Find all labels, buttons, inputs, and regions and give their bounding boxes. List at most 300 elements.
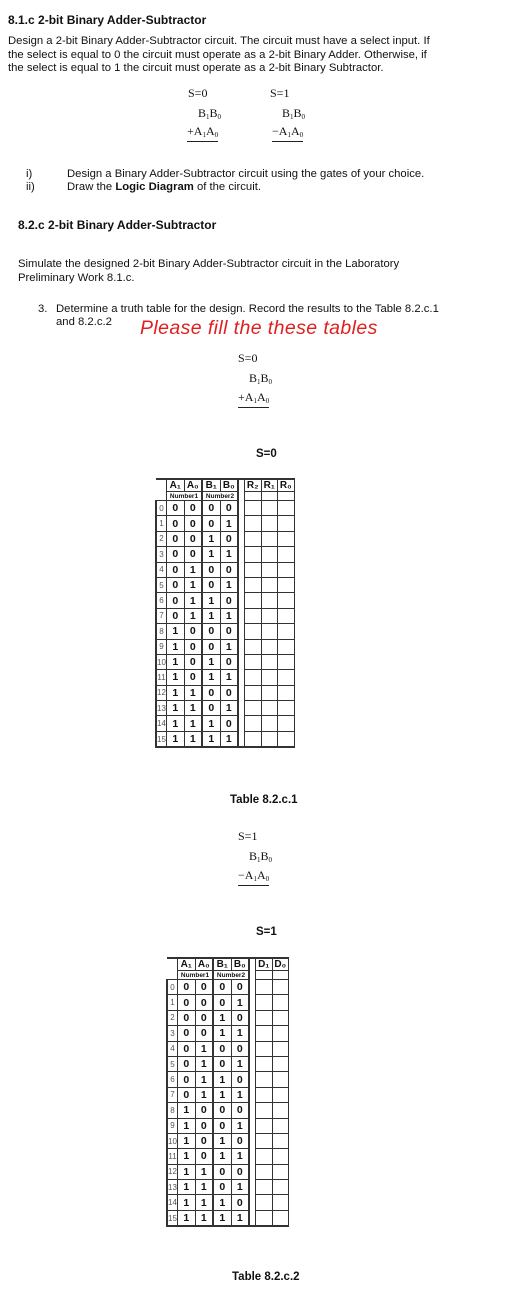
output-cell[interactable] <box>278 593 295 608</box>
output-cell[interactable] <box>245 701 262 716</box>
input-value-cell: 1 <box>184 608 202 623</box>
input-value-cell: 1 <box>195 1195 213 1210</box>
input-value-cell: 0 <box>220 654 238 669</box>
row-index: 2 <box>167 1010 178 1025</box>
output-cell[interactable] <box>256 1010 273 1025</box>
table-row <box>167 1010 289 1025</box>
input-value-cell: 0 <box>184 624 202 639</box>
output-cell[interactable] <box>245 731 262 747</box>
input-value-cell: 0 <box>231 1164 249 1179</box>
output-cell[interactable] <box>261 577 278 592</box>
input-header: B₀ <box>220 479 238 492</box>
output-cell[interactable] <box>272 995 289 1010</box>
input-value-cell: 0 <box>195 1118 213 1133</box>
output-cell[interactable] <box>261 516 278 531</box>
input-value-cell: 1 <box>195 1210 213 1226</box>
row-index: 4 <box>156 562 167 577</box>
input-value-cell: 0 <box>202 685 220 700</box>
output-cell[interactable] <box>261 624 278 639</box>
input-value-cell: 0 <box>167 547 185 562</box>
input-value-cell: 1 <box>202 608 220 623</box>
table1-title: S=0 <box>256 448 277 460</box>
table2-equation-subtrahend: $-A_1A_0$ <box>238 868 269 886</box>
input-value-cell: 1 <box>213 1195 231 1210</box>
input-value-cell: 0 <box>213 1180 231 1195</box>
input-value-cell: 1 <box>231 1026 249 1041</box>
input-value-cell: 0 <box>213 980 231 995</box>
input-value-cell: 1 <box>167 670 185 685</box>
table-row <box>156 516 294 531</box>
table-row <box>167 1026 289 1041</box>
row-index: 8 <box>156 624 167 639</box>
output-cell[interactable] <box>245 624 262 639</box>
group-label-number2: Number2 <box>202 492 238 501</box>
output-cell[interactable] <box>272 1087 289 1102</box>
output-cell[interactable] <box>261 639 278 654</box>
output-cell[interactable] <box>278 531 295 546</box>
input-value-cell: 1 <box>231 1118 249 1133</box>
output-cell[interactable] <box>256 1164 273 1179</box>
input-value-cell: 1 <box>220 577 238 592</box>
list-item-marker: ii) <box>26 181 35 193</box>
row-index: 9 <box>167 1118 178 1133</box>
output-cell[interactable] <box>256 1149 273 1164</box>
output-cell[interactable] <box>261 501 278 516</box>
input-value-cell: 1 <box>231 995 249 1010</box>
output-cell[interactable] <box>261 562 278 577</box>
input-value-cell: 0 <box>195 1149 213 1164</box>
output-cell[interactable] <box>245 608 262 623</box>
input-header: A₀ <box>195 958 213 971</box>
corner-cell <box>156 479 167 492</box>
row-index: 1 <box>167 995 178 1010</box>
output-cell[interactable] <box>278 501 295 516</box>
row-index: 2 <box>156 531 167 546</box>
output-cell[interactable] <box>272 971 289 980</box>
step-line: and 8.2.c.2 <box>56 316 112 328</box>
input-value-cell: 1 <box>167 701 185 716</box>
input-value-cell: 0 <box>231 1010 249 1025</box>
table2-caption: Table 8.2.c.2 <box>232 1271 300 1283</box>
input-value-cell: 0 <box>167 516 185 531</box>
input-value-cell: 1 <box>184 577 202 592</box>
table1-equation-label: S=0 <box>238 351 258 365</box>
input-value-cell: 0 <box>167 531 185 546</box>
output-cell[interactable] <box>245 492 262 501</box>
input-value-cell: 1 <box>213 1210 231 1226</box>
truth-table-8-2-c-1 <box>155 478 295 748</box>
input-value-cell: 0 <box>220 716 238 731</box>
group-label-number1: Number1 <box>178 971 214 980</box>
input-value-cell: 0 <box>220 624 238 639</box>
input-header: A₀ <box>184 479 202 492</box>
input-value-cell: 0 <box>178 1041 196 1056</box>
output-header: R₀ <box>278 479 295 492</box>
output-cell[interactable] <box>256 1210 273 1226</box>
table-row <box>167 1103 289 1118</box>
output-cell[interactable] <box>272 1041 289 1056</box>
input-value-cell: 0 <box>202 624 220 639</box>
input-header: A₁ <box>178 958 196 971</box>
corner-cell <box>167 971 178 980</box>
input-value-cell: 1 <box>184 731 202 747</box>
output-cell[interactable] <box>256 995 273 1010</box>
corner-cell <box>167 958 178 971</box>
step-number: 3. <box>38 303 48 315</box>
output-cell[interactable] <box>278 639 295 654</box>
output-cell[interactable] <box>261 547 278 562</box>
row-index: 13 <box>156 701 167 716</box>
row-index: 6 <box>156 593 167 608</box>
output-cell[interactable] <box>261 670 278 685</box>
input-header: A₁ <box>167 479 185 492</box>
output-cell[interactable] <box>256 1056 273 1071</box>
section-paragraph <box>18 258 500 285</box>
table-row <box>167 1195 289 1210</box>
table-row <box>156 593 294 608</box>
section-heading-8-1-c: 8.1.c 2-bit Binary Adder-Subtractor <box>8 13 207 27</box>
input-value-cell: 0 <box>184 654 202 669</box>
row-index: 11 <box>156 670 167 685</box>
input-value-cell: 1 <box>195 1164 213 1179</box>
corner-cell <box>156 492 167 501</box>
equation-label: S=0 <box>188 86 208 100</box>
input-value-cell: 1 <box>202 716 220 731</box>
output-cell[interactable] <box>272 1056 289 1071</box>
input-value-cell: 0 <box>231 1133 249 1148</box>
output-cell[interactable] <box>272 1133 289 1148</box>
table-row <box>167 1180 289 1195</box>
input-value-cell: 0 <box>178 1087 196 1102</box>
input-value-cell: 1 <box>202 670 220 685</box>
table-row <box>167 1056 289 1071</box>
row-index: 11 <box>167 1149 178 1164</box>
input-value-cell: 0 <box>231 1072 249 1087</box>
output-cell[interactable] <box>245 562 262 577</box>
input-value-cell: 1 <box>178 1180 196 1195</box>
paragraph-line: the select is equal to 1 the circuit must operate as a 2-bit Binary Subtractor. <box>8 62 384 74</box>
input-value-cell: 0 <box>184 547 202 562</box>
row-index: 0 <box>167 980 178 995</box>
input-value-cell: 1 <box>202 531 220 546</box>
output-cell[interactable] <box>256 1026 273 1041</box>
table-row <box>156 731 294 747</box>
output-cell[interactable] <box>261 716 278 731</box>
list-item-text <box>67 181 261 195</box>
output-cell[interactable] <box>272 1103 289 1118</box>
table-row <box>167 1210 289 1226</box>
input-value-cell: 1 <box>195 1087 213 1102</box>
output-cell[interactable] <box>272 1210 289 1226</box>
input-value-cell: 0 <box>202 516 220 531</box>
output-cell[interactable] <box>256 971 273 980</box>
output-cell[interactable] <box>256 1041 273 1056</box>
table-row <box>156 639 294 654</box>
table-row <box>156 624 294 639</box>
input-value-cell: 1 <box>220 608 238 623</box>
table-row <box>156 654 294 669</box>
input-value-cell: 1 <box>220 731 238 747</box>
input-value-cell: 0 <box>220 685 238 700</box>
output-cell[interactable] <box>278 670 295 685</box>
row-index: 5 <box>156 577 167 592</box>
row-index: 14 <box>156 716 167 731</box>
input-value-cell: 1 <box>178 1133 196 1148</box>
output-cell[interactable] <box>272 1149 289 1164</box>
output-cell[interactable] <box>278 716 295 731</box>
row-index: 15 <box>167 1210 178 1226</box>
step-line: Determine a truth table for the design. Record the results to the Table 8.2.c.1 <box>56 303 439 315</box>
input-value-cell: 1 <box>202 547 220 562</box>
table-row <box>156 501 294 516</box>
output-cell[interactable] <box>245 654 262 669</box>
output-cell[interactable] <box>272 1180 289 1195</box>
table2-title: S=1 <box>256 926 277 938</box>
input-value-cell: 0 <box>178 1026 196 1041</box>
input-value-cell: 1 <box>220 547 238 562</box>
list-item-marker: i) <box>26 168 33 180</box>
table1-equation-operand: $B_1B_0$ <box>249 371 273 386</box>
output-cell[interactable] <box>256 1133 273 1148</box>
input-value-cell: 0 <box>184 516 202 531</box>
input-value-cell: 1 <box>220 670 238 685</box>
equation-s0-operand: $B_1B_0$ <box>198 106 222 121</box>
input-value-cell: 0 <box>213 1056 231 1071</box>
output-cell[interactable] <box>278 701 295 716</box>
text: Draw the <box>67 181 116 193</box>
output-header: R₁ <box>261 479 278 492</box>
output-header: R₂ <box>245 479 262 492</box>
input-value-cell: 0 <box>213 1041 231 1056</box>
input-value-cell: 0 <box>202 639 220 654</box>
section-heading-8-2-c: 8.2.c 2-bit Binary Adder-Subtractor <box>18 218 217 232</box>
row-index: 5 <box>167 1056 178 1071</box>
output-cell[interactable] <box>278 516 295 531</box>
input-value-cell: 0 <box>231 1195 249 1210</box>
output-cell[interactable] <box>278 562 295 577</box>
equation-s0-addend: $+A_1A_0$ <box>187 124 218 142</box>
output-cell[interactable] <box>261 608 278 623</box>
input-value-cell: 0 <box>195 1103 213 1118</box>
output-cell[interactable] <box>272 1195 289 1210</box>
input-value-cell: 1 <box>231 1149 249 1164</box>
output-cell[interactable] <box>278 654 295 669</box>
output-cell[interactable] <box>256 1118 273 1133</box>
input-value-cell: 0 <box>213 1118 231 1133</box>
output-cell[interactable] <box>256 1087 273 1102</box>
input-value-cell: 1 <box>202 654 220 669</box>
bold-text: Logic Diagram <box>115 181 194 193</box>
equation-s1 <box>270 86 289 101</box>
input-value-cell: 1 <box>167 639 185 654</box>
input-value-cell: 1 <box>167 685 185 700</box>
input-value-cell: 0 <box>167 608 185 623</box>
table1-equation-addend: $+A_1A_0$ <box>238 390 269 408</box>
input-value-cell: 0 <box>220 562 238 577</box>
input-value-cell: 1 <box>231 1180 249 1195</box>
output-cell[interactable] <box>256 1180 273 1195</box>
input-value-cell: 1 <box>167 624 185 639</box>
input-header: B₁ <box>202 479 220 492</box>
output-cell[interactable] <box>261 701 278 716</box>
output-cell[interactable] <box>261 531 278 546</box>
output-cell[interactable] <box>278 492 295 501</box>
input-value-cell: 1 <box>178 1103 196 1118</box>
output-cell[interactable] <box>256 1072 273 1087</box>
output-cell[interactable] <box>256 1195 273 1210</box>
paragraph-line: Preliminary Work 8.1.c. <box>18 271 135 284</box>
table-row <box>156 562 294 577</box>
input-value-cell: 0 <box>184 531 202 546</box>
output-cell[interactable] <box>245 716 262 731</box>
row-index: 1 <box>156 516 167 531</box>
table-row <box>167 1072 289 1087</box>
input-value-cell: 1 <box>220 639 238 654</box>
paragraph-line: Simulate the designed 2-bit Binary Adder-Subtractor circuit in the Laboratory <box>18 258 400 270</box>
table1-caption: Table 8.2.c.1 <box>230 794 298 806</box>
paragraph-line: Design a 2-bit Binary Adder-Subtractor circuit. The circuit must have a select input. If <box>8 35 430 47</box>
input-value-cell: 0 <box>178 1072 196 1087</box>
row-index: 12 <box>167 1164 178 1179</box>
input-value-cell: 0 <box>195 995 213 1010</box>
row-index: 3 <box>167 1026 178 1041</box>
input-value-cell: 1 <box>178 1164 196 1179</box>
input-value-cell: 0 <box>231 1041 249 1056</box>
input-value-cell: 1 <box>213 1087 231 1102</box>
table-row <box>156 670 294 685</box>
input-value-cell: 1 <box>195 1041 213 1056</box>
output-cell[interactable] <box>272 1010 289 1025</box>
input-value-cell: 0 <box>167 593 185 608</box>
row-index: 14 <box>167 1195 178 1210</box>
output-cell[interactable] <box>245 639 262 654</box>
table-row <box>167 1133 289 1148</box>
output-cell[interactable] <box>256 980 273 995</box>
input-value-cell: 1 <box>167 716 185 731</box>
row-index: 9 <box>156 639 167 654</box>
output-header: D₁ <box>256 958 273 971</box>
output-cell[interactable] <box>261 593 278 608</box>
row-index: 12 <box>156 685 167 700</box>
output-cell[interactable] <box>245 501 262 516</box>
input-value-cell: 1 <box>178 1195 196 1210</box>
input-value-cell: 1 <box>167 654 185 669</box>
output-cell[interactable] <box>261 492 278 501</box>
input-value-cell: 0 <box>202 501 220 516</box>
input-value-cell: 1 <box>202 731 220 747</box>
list-item-text: Design a Binary Adder-Subtractor circuit using the gates of your choice. <box>67 168 425 180</box>
input-value-cell: 1 <box>178 1149 196 1164</box>
row-index: 10 <box>167 1133 178 1148</box>
output-cell[interactable] <box>245 577 262 592</box>
input-value-cell: 1 <box>184 685 202 700</box>
row-index: 8 <box>167 1103 178 1118</box>
output-cell[interactable] <box>256 1103 273 1118</box>
row-index: 15 <box>156 731 167 747</box>
output-cell[interactable] <box>272 1164 289 1179</box>
output-cell[interactable] <box>245 547 262 562</box>
row-index: 3 <box>156 547 167 562</box>
row-index: 13 <box>167 1180 178 1195</box>
input-value-cell: 1 <box>184 716 202 731</box>
table-row <box>156 685 294 700</box>
equation-s1-subtrahend: $-A_1A_0$ <box>272 124 303 142</box>
input-value-cell: 1 <box>220 701 238 716</box>
output-cell[interactable] <box>272 1026 289 1041</box>
table-row <box>156 531 294 546</box>
input-value-cell: 1 <box>220 516 238 531</box>
input-value-cell: 0 <box>220 531 238 546</box>
output-cell[interactable] <box>278 624 295 639</box>
output-cell[interactable] <box>261 685 278 700</box>
row-index: 4 <box>167 1041 178 1056</box>
input-value-cell: 1 <box>184 701 202 716</box>
section-paragraph <box>8 35 430 76</box>
output-cell[interactable] <box>272 1072 289 1087</box>
row-index: 0 <box>156 501 167 516</box>
output-cell[interactable] <box>278 731 295 747</box>
input-value-cell: 1 <box>202 593 220 608</box>
table-row <box>156 716 294 731</box>
table-row <box>156 577 294 592</box>
table2-equation-label: S=1 <box>238 829 258 843</box>
paragraph-line: the select is equal to 0 the circuit must operate as a 2-bit Binary Adder. Otherwise, if <box>8 48 427 61</box>
input-value-cell: 0 <box>202 562 220 577</box>
row-index: 10 <box>156 654 167 669</box>
row-index: 7 <box>156 608 167 623</box>
output-cell[interactable] <box>278 608 295 623</box>
input-value-cell: 0 <box>220 501 238 516</box>
input-header: B₀ <box>231 958 249 971</box>
output-cell[interactable] <box>278 577 295 592</box>
group-label-number1: Number1 <box>167 492 203 501</box>
truth-table-8-2-c-2 <box>166 957 289 1227</box>
output-cell[interactable] <box>278 547 295 562</box>
input-value-cell: 0 <box>178 1010 196 1025</box>
input-value-cell: 0 <box>167 562 185 577</box>
input-value-cell: 1 <box>213 1072 231 1087</box>
output-cell[interactable] <box>245 516 262 531</box>
output-header: D₀ <box>272 958 289 971</box>
input-value-cell: 0 <box>213 1103 231 1118</box>
table-row <box>167 1041 289 1056</box>
output-cell[interactable] <box>272 980 289 995</box>
input-value-cell: 0 <box>184 639 202 654</box>
input-value-cell: 1 <box>231 1087 249 1102</box>
input-value-cell: 0 <box>195 980 213 995</box>
output-cell[interactable] <box>272 1118 289 1133</box>
output-cell[interactable] <box>245 531 262 546</box>
input-value-cell: 0 <box>184 501 202 516</box>
equation-label: S=1 <box>270 86 290 100</box>
input-value-cell: 0 <box>178 995 196 1010</box>
input-value-cell: 0 <box>167 501 185 516</box>
input-value-cell: 0 <box>195 1026 213 1041</box>
output-cell[interactable] <box>261 654 278 669</box>
input-value-cell: 1 <box>213 1010 231 1025</box>
output-cell[interactable] <box>245 593 262 608</box>
input-value-cell: 0 <box>167 577 185 592</box>
output-cell[interactable] <box>261 731 278 747</box>
input-value-cell: 1 <box>213 1149 231 1164</box>
input-value-cell: 0 <box>178 1056 196 1071</box>
output-cell[interactable] <box>278 685 295 700</box>
output-cell[interactable] <box>245 670 262 685</box>
input-value-cell: 0 <box>202 701 220 716</box>
output-cell[interactable] <box>245 685 262 700</box>
input-value-cell: 0 <box>195 1133 213 1148</box>
group-label-number2: Number2 <box>213 971 249 980</box>
